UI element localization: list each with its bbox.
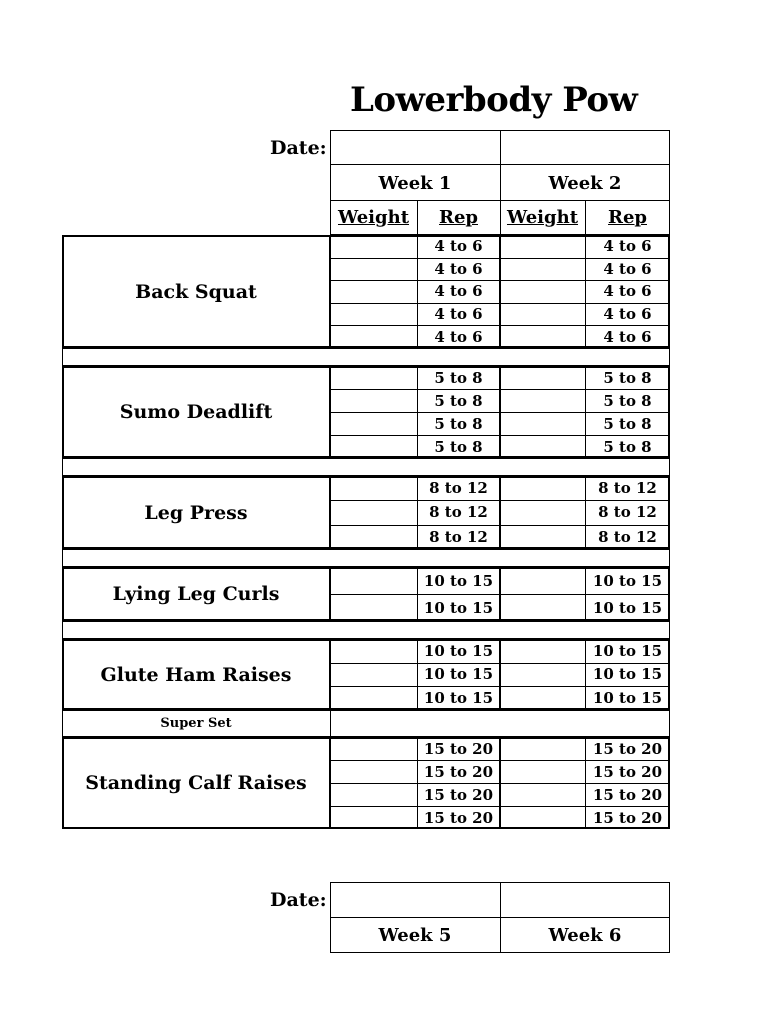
- weight-input-week2[interactable]: [500, 525, 585, 549]
- weight-input-week1[interactable]: [330, 412, 417, 435]
- rep-cell-week2: 8 to 12: [598, 503, 657, 522]
- rep-cell-week2: 10 to 15: [592, 641, 663, 660]
- rep-cell-week2: 15 to 20: [592, 808, 663, 827]
- week-6-header: Week 6: [548, 924, 622, 946]
- rep-cell-week2: 4 to 6: [603, 305, 652, 324]
- rep-cell-week2: 10 to 15: [592, 571, 663, 590]
- weight-input-week2[interactable]: [500, 567, 585, 594]
- rep-cell-week1: 15 to 20: [423, 739, 494, 758]
- spacer-row: [62, 348, 670, 366]
- rep-cell-week1: 5 to 8: [434, 368, 483, 387]
- weight-input-week2[interactable]: [500, 500, 585, 524]
- rep-cell-week2: 15 to 20: [592, 739, 663, 758]
- weight-input-week1[interactable]: [330, 280, 417, 303]
- weight-input-week1[interactable]: [330, 783, 417, 806]
- super-set-label: Super Set: [160, 716, 232, 731]
- weight-input-week1[interactable]: [330, 663, 417, 687]
- rep-cell-week1: 10 to 15: [423, 571, 494, 590]
- date-field-week2[interactable]: [500, 130, 670, 165]
- rep-cell-week2: 8 to 12: [598, 479, 657, 498]
- date-field-week1[interactable]: [330, 130, 500, 165]
- week-2-header: Week 2: [548, 172, 622, 194]
- rep-cell-week2: 5 to 8: [603, 414, 652, 433]
- weight-input-week1[interactable]: [330, 476, 417, 500]
- rep-cell-week2: 4 to 6: [603, 237, 652, 256]
- weight-input-week2[interactable]: [500, 760, 585, 783]
- date-label-bottom: Date:: [270, 889, 327, 911]
- exercise-name: Standing Calf Raises: [85, 772, 307, 794]
- weight-input-week1[interactable]: [330, 567, 417, 594]
- rep-header-week2: Rep: [608, 207, 647, 228]
- rep-cell-week2: 5 to 8: [603, 368, 652, 387]
- weight-input-week1[interactable]: [330, 325, 417, 348]
- spacer-row: [62, 458, 670, 476]
- page-title: Lowerbody Pow: [350, 80, 638, 120]
- weight-input-week2[interactable]: [500, 389, 585, 412]
- weight-input-week1[interactable]: [330, 737, 417, 760]
- weight-input-week1[interactable]: [330, 258, 417, 281]
- rep-header-week1: Rep: [439, 207, 478, 228]
- week-1-header: Week 1: [378, 172, 452, 194]
- rep-cell-week2: 4 to 6: [603, 282, 652, 301]
- rep-cell-week2: 4 to 6: [603, 327, 652, 346]
- weight-input-week2[interactable]: [500, 476, 585, 500]
- rep-cell-week2: 15 to 20: [592, 785, 663, 804]
- weight-input-week1[interactable]: [330, 435, 417, 458]
- weight-input-week2[interactable]: [500, 280, 585, 303]
- rep-cell-week2: 10 to 15: [592, 665, 663, 684]
- weight-input-week1[interactable]: [330, 366, 417, 389]
- spacer-row: [62, 549, 670, 567]
- exercise-name: Back Squat: [135, 280, 257, 303]
- weight-input-week1[interactable]: [330, 235, 417, 258]
- rep-cell-week2: 8 to 12: [598, 527, 657, 546]
- exercise-name: Lying Leg Curls: [112, 583, 280, 605]
- weight-input-week2[interactable]: [500, 235, 585, 258]
- rep-cell-week1: 4 to 6: [434, 237, 483, 256]
- rep-cell-week1: 8 to 12: [429, 527, 488, 546]
- weight-input-week2[interactable]: [500, 412, 585, 435]
- rep-cell-week1: 15 to 20: [423, 785, 494, 804]
- rep-cell-week1: 10 to 15: [423, 689, 494, 708]
- rep-cell-week1: 4 to 6: [434, 282, 483, 301]
- rep-cell-week1: 15 to 20: [423, 808, 494, 827]
- rep-cell-week1: 10 to 15: [423, 641, 494, 660]
- weight-input-week2[interactable]: [500, 639, 585, 663]
- weight-input-week1[interactable]: [330, 760, 417, 783]
- weight-input-week2[interactable]: [500, 663, 585, 687]
- weight-input-week1[interactable]: [330, 639, 417, 663]
- exercise-name: Glute Ham Raises: [100, 663, 292, 686]
- date-field-week6[interactable]: [500, 882, 670, 918]
- weight-input-week2[interactable]: [500, 325, 585, 348]
- exercise-name: Leg Press: [144, 501, 248, 524]
- weight-input-week2[interactable]: [500, 303, 585, 326]
- weight-input-week1[interactable]: [330, 389, 417, 412]
- spacer-row: [62, 621, 670, 639]
- weight-input-week2[interactable]: [500, 258, 585, 281]
- rep-cell-week1: 5 to 8: [434, 437, 483, 456]
- rep-cell-week2: 10 to 15: [592, 598, 663, 617]
- rep-cell-week2: 5 to 8: [603, 437, 652, 456]
- weight-input-week2[interactable]: [500, 366, 585, 389]
- rep-cell-week2: 4 to 6: [603, 259, 652, 278]
- rep-cell-week1: 5 to 8: [434, 414, 483, 433]
- weight-input-week2[interactable]: [500, 783, 585, 806]
- rep-cell-week2: 5 to 8: [603, 391, 652, 410]
- rep-cell-week1: 10 to 15: [423, 665, 494, 684]
- weight-input-week1[interactable]: [330, 594, 417, 621]
- week-5-header: Week 5: [378, 924, 452, 946]
- weight-input-week2[interactable]: [500, 806, 585, 829]
- weight-header-week2: Weight: [506, 207, 579, 228]
- rep-cell-week1: 5 to 8: [434, 391, 483, 410]
- weight-input-week1[interactable]: [330, 806, 417, 829]
- weight-input-week1[interactable]: [330, 303, 417, 326]
- rep-cell-week1: 4 to 6: [434, 259, 483, 278]
- rep-cell-week1: 8 to 12: [429, 503, 488, 522]
- weight-input-week2[interactable]: [500, 435, 585, 458]
- rep-cell-week2: 15 to 20: [592, 762, 663, 781]
- weight-header-week1: Weight: [337, 207, 410, 228]
- rep-cell-week1: 15 to 20: [423, 762, 494, 781]
- rep-cell-week1: 8 to 12: [429, 479, 488, 498]
- weight-input-week1[interactable]: [330, 525, 417, 549]
- weight-input-week2[interactable]: [500, 737, 585, 760]
- weight-input-week1[interactable]: [330, 686, 417, 710]
- rep-cell-week1: 4 to 6: [434, 305, 483, 324]
- rep-cell-week2: 10 to 15: [592, 689, 663, 708]
- weight-input-week2[interactable]: [500, 686, 585, 710]
- rep-cell-week1: 10 to 15: [423, 598, 494, 617]
- date-label: Date:: [270, 137, 327, 159]
- exercise-name: Sumo Deadlift: [119, 401, 273, 423]
- date-field-week5[interactable]: [330, 882, 500, 918]
- weight-input-week2[interactable]: [500, 594, 585, 621]
- weight-input-week1[interactable]: [330, 500, 417, 524]
- rep-cell-week1: 4 to 6: [434, 327, 483, 346]
